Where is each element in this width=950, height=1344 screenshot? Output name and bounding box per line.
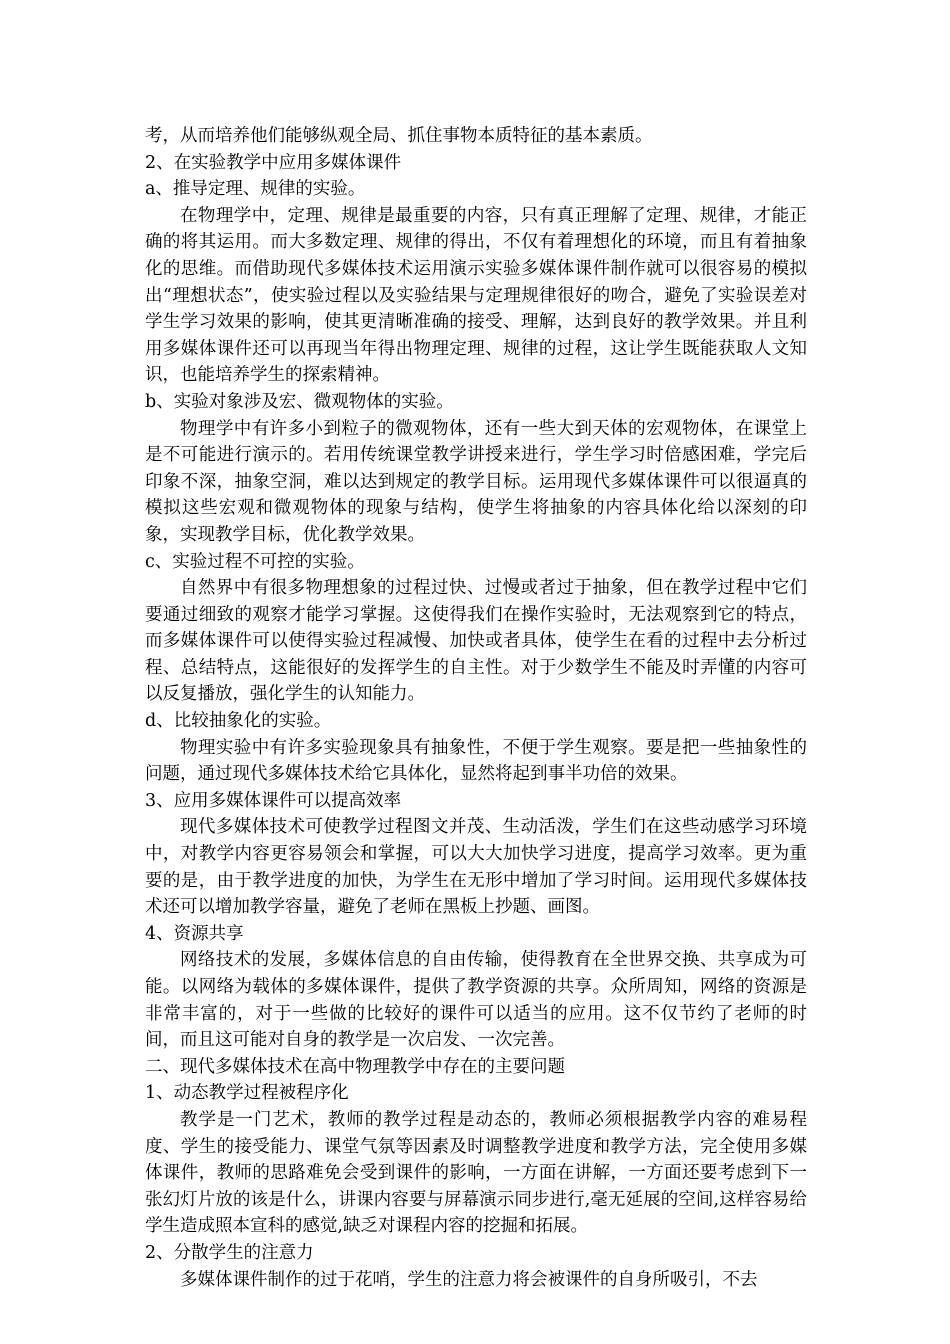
problem-heading-2: 2、分散学生的注意力: [145, 1242, 314, 1263]
problem-paragraph-1: 教学是一门艺术，教师的教学过程是动态的，教师必须根据教学内容的难易程度、学生的接受能力、课堂气氛等因素及时调整教学进度和教学方法，完全使用多媒体课件，教师的思路难免会受到课件的影响，一方面在讲解，一方面还要考虑到下一张幻灯片放的该是什么，讲课内容要与屏幕演示同步进行,毫无延展的空间,这样容易给学生造成照本宣科的感觉,缺乏对课程内容的挖掘和拓展。: [145, 1109, 807, 1237]
subheading-d: d、比较抽象化的实验。: [145, 711, 332, 732]
paragraph-d: 物理实验中有许多实验现象具有抽象性，不便于学生观察。要是把一些抽象性的问题，通过现代多媒体技术给它具体化，显然将起到事半功倍的效果。: [145, 737, 807, 785]
chapter-heading-2: 二、现代多媒体技术在高中物理教学中存在的主要问题: [145, 1056, 565, 1077]
section-heading-4: 4、资源共享: [145, 923, 244, 944]
section-heading-2: 2、在实验教学中应用多媒体课件: [145, 152, 402, 173]
section-heading-3: 3、应用多媒体课件可以提高效率: [145, 790, 402, 811]
subheading-c: c、实验过程不可控的实验。: [145, 551, 365, 572]
paragraph-3: 现代多媒体技术可使教学过程图文并茂、生动活泼，学生们在这些动感学习环境中，对教学内容更容易领会和掌握，可以大大加快学习进度，提高学习效率。更为重要的是，由于教学进度的加快，为学生在无形中增加了学习时间。运用现代多媒体技术还可以增加教学容量，避免了老师在黑板上抄题、画图。: [145, 817, 807, 918]
paragraph-c: 自然界中有很多物理想象的过程过快、过慢或者过于抽象，但在教学过程中它们要通过细致的观察才能学习掌握。这使得我们在操作实验时，无法观察到它的特点，而多媒体课件可以使得实验过程减慢、加快或者具体，使学生在看的过程中去分析过程、总结特点，这能很好的发挥学生的自主性。对于少数学生不能及时弄懂的内容可以反复播放，强化学生的认知能力。: [145, 578, 807, 705]
problem-heading-1: 1、动态教学过程被程序化: [145, 1083, 349, 1104]
subheading-b: b、实验对象涉及宏、微观物体的实验。: [145, 391, 454, 412]
document-page: [145, 123, 807, 1293]
paragraph-b: 物理学中有许多小到粒子的微观物体，还有一些大到天体的宏观物体，在课堂上是不可能进行演示的。若用传统课堂教学讲授来进行，学生学习时倍感困难，学完后印象不深，抽象空洞，难以达到规定的教学目标。运用现代多媒体课件可以很逼真的模拟这些宏观和微观物体的现象与结构，使学生将抽象的内容具体化给以深刻的印象，实现教学目标，优化教学效果。: [145, 418, 807, 545]
problem-paragraph-2: 多媒体课件制作的过于花哨，学生的注意力将会被课件的自身所吸引，不去: [180, 1269, 758, 1290]
paragraph-a: 在物理学中，定理、规律是最重要的内容，只有真正理解了定理、规律，才能正确的将其运用。而大多数定理、规律的得出，不仅有着理想化的环境，而且有着抽象化的思维。而借助现代多媒体技术运用演示实验多媒体课件制作就可以很容易的模拟出“理想状态”，使实验过程以及实验结果与定理规律很好的吻合，避免了实验误差对学生学习效果的影响，使其更清晰准确的接受、理解，达到良好的教学效果。并且利用多媒体课件还可以再现当年得出物理定理、规律的过程，这让学生既能获取人文知识，也能培养学生的探索精神。: [145, 205, 807, 386]
paragraph-4: 网络技术的发展，多媒体信息的自由传输，使得教育在全世界交换、共享成为可能。以网络为载体的多媒体课件，提供了教学资源的共享。众所周知，网络的资源是非常丰富的，对于一些做的比较好的课件可以适当的应用。这不仅节约了老师的时间，而且这可能对自身的教学是一次启发、一次完善。: [145, 950, 807, 1051]
subheading-a: a、推导定理、规律的实验。: [145, 179, 366, 200]
paragraph-continuation: 考，从而培养他们能够纵观全局、抓住事物本质特征的基本素质。: [145, 126, 653, 146]
